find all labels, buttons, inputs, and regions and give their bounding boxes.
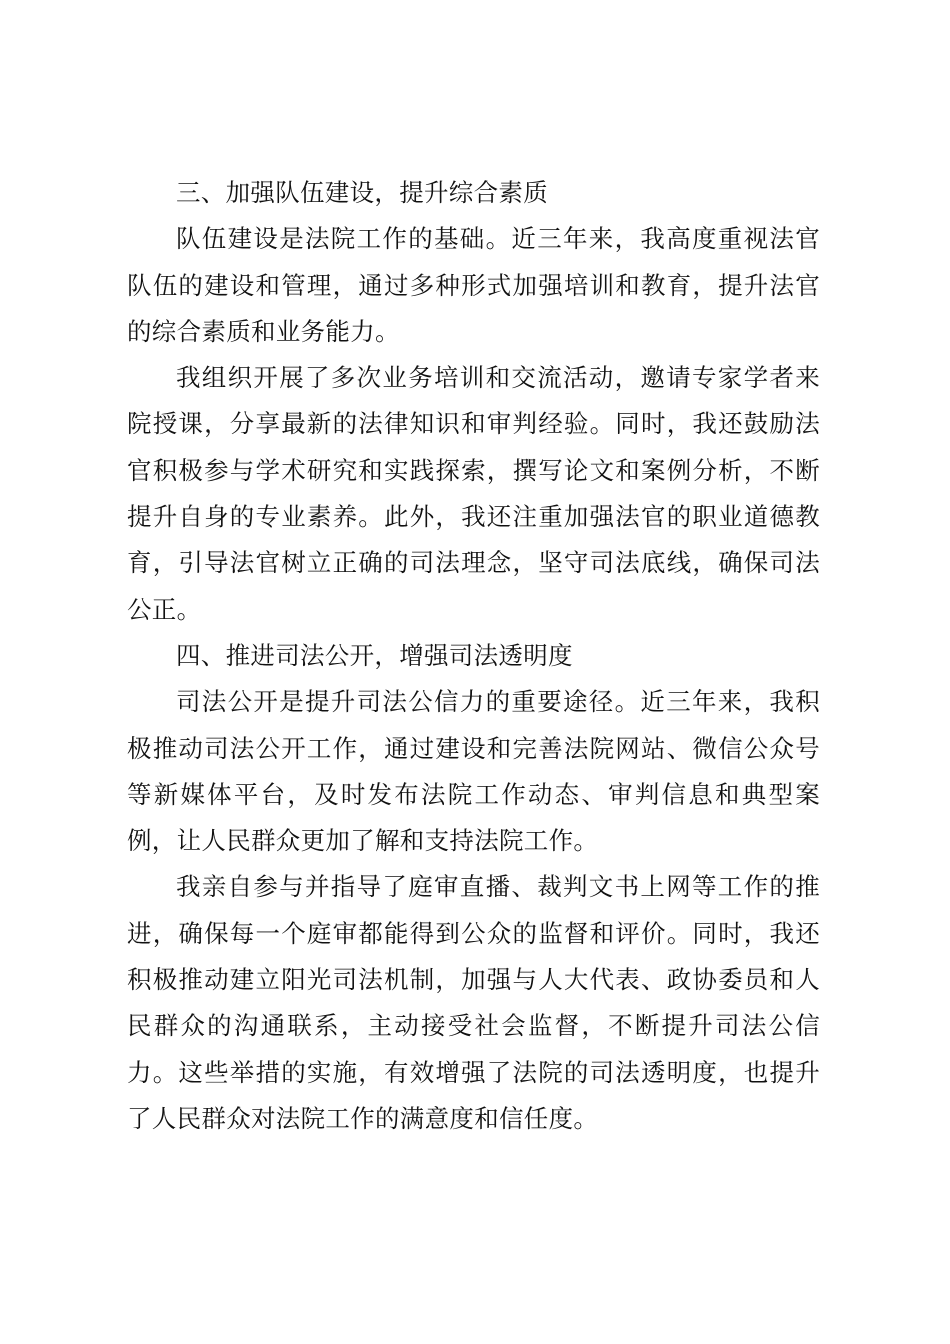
- body-paragraph: 队伍建设是法院工作的基础。近三年来，我高度重视法官队伍的建设和管理，通过多种形式加强培训和教育，提升法官的综合素质和业务能力。: [127, 224, 820, 346]
- document-body: [127, 170, 820, 1142]
- section-heading-4: 四、推进司法公开，增强司法透明度: [176, 640, 573, 670]
- body-paragraph: 司法公开是提升司法公信力的重要途径。近三年来，我积极推动司法公开工作，通过建设和完善法院网站、微信公众号等新媒体平台，及时发布法院工作动态、审判信息和典型案例，让人民群众更加了解和支持法院工作。: [127, 687, 820, 856]
- body-paragraph: 我组织开展了多次业务培训和交流活动，邀请专家学者来院授课，分享最新的法律知识和审判经验。同时，我还鼓励法官积极参与学术研究和实践探索，撰写论文和案例分析，不断提升自身的专业素养。此外，我还注重加强法官的职业道德教育，引导法官树立正确的司法理念，坚守司法底线，确保司法公正。: [127, 363, 820, 624]
- body-paragraph: 我亲自参与并指导了庭审直播、裁判文书上网等工作的推进，确保每一个庭审都能得到公众的监督和评价。同时，我还积极推动建立阳光司法机制，加强与人大代表、政协委员和人民群众的沟通联系，主动接受社会监督，不断提升司法公信力。这些举措的实施，有效增强了法院的司法透明度，也提升了人民群众对法院工作的满意度和信任度。: [127, 872, 820, 1133]
- section-heading-3: 三、加强队伍建设，提升综合素质: [176, 178, 548, 207]
